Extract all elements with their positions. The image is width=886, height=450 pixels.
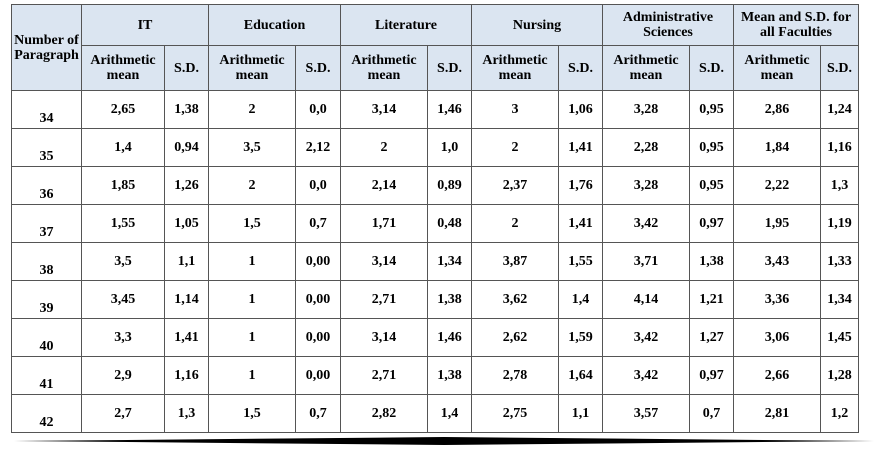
- mean-cell: 2,71: [341, 357, 428, 395]
- mean-cell: 2,14: [341, 167, 428, 205]
- table-body: [12, 91, 859, 433]
- sd-cell: 1,05: [165, 205, 209, 243]
- sd-cell: 0,7: [690, 395, 734, 433]
- paragraph-number-cell: 36: [12, 167, 82, 205]
- table-row: [12, 395, 859, 433]
- mean-cell: 2: [209, 91, 296, 129]
- sd-cell: 1,0: [428, 129, 472, 167]
- sd-cell: 0,95: [690, 91, 734, 129]
- mean-cell: 3,14: [341, 243, 428, 281]
- paragraph-number-cell: 37: [12, 205, 82, 243]
- sd-cell: 0,7: [296, 395, 341, 433]
- sd-cell: 0,00: [296, 281, 341, 319]
- mean-cell: 1,85: [82, 167, 165, 205]
- sd-cell: 1,41: [559, 205, 603, 243]
- mean-cell: 1,95: [734, 205, 821, 243]
- sd-cell: 1,34: [428, 243, 472, 281]
- mean-cell: 2,66: [734, 357, 821, 395]
- paragraph-number-cell: 42: [12, 395, 82, 433]
- sd-cell: 0,7: [296, 205, 341, 243]
- sd-cell: 1,38: [428, 357, 472, 395]
- mean-cell: 2,78: [472, 357, 559, 395]
- mean-cell: 3,87: [472, 243, 559, 281]
- sd-cell: 1,4: [428, 395, 472, 433]
- mean-cell: 2,82: [341, 395, 428, 433]
- mean-cell: 2: [472, 205, 559, 243]
- mean-cell: 2: [472, 129, 559, 167]
- mean-cell: 1: [209, 319, 296, 357]
- mean-cell: 3,5: [82, 243, 165, 281]
- mean-cell: 1,55: [82, 205, 165, 243]
- mean-cell: 3: [472, 91, 559, 129]
- mean-cell: 2,75: [472, 395, 559, 433]
- mean-cell: 1,84: [734, 129, 821, 167]
- mean-cell: 3,06: [734, 319, 821, 357]
- mean-cell: 1,4: [82, 129, 165, 167]
- mean-cell: 3,42: [603, 205, 690, 243]
- sd-cell: 1,3: [165, 395, 209, 433]
- mean-cell: 3,28: [603, 167, 690, 205]
- sd-cell: 0,97: [690, 205, 734, 243]
- mean-cell: 1: [209, 357, 296, 395]
- mean-cell: 3,62: [472, 281, 559, 319]
- sd-cell: 1,27: [690, 319, 734, 357]
- sd-cell: 1,41: [165, 319, 209, 357]
- sd-cell: 1,38: [690, 243, 734, 281]
- table-row: [12, 243, 859, 281]
- sd-cell: 0,89: [428, 167, 472, 205]
- sd-cell: 1,45: [821, 319, 859, 357]
- group-header-it: IT: [82, 5, 209, 46]
- sd-cell: 1,3: [821, 167, 859, 205]
- subheader-arithmetic-mean: Arithmetic mean: [82, 46, 165, 91]
- mean-cell: 2: [341, 129, 428, 167]
- mean-cell: 3,14: [341, 319, 428, 357]
- subheader-sd: S.D.: [296, 46, 341, 91]
- table-row: [12, 129, 859, 167]
- group-header-all-faculties: Mean and S.D. for all Faculties: [734, 5, 859, 46]
- mean-cell: 3,14: [341, 91, 428, 129]
- mean-cell: 2,28: [603, 129, 690, 167]
- sd-cell: 1,64: [559, 357, 603, 395]
- mean-cell: 2,7: [82, 395, 165, 433]
- group-header-literature: Literature: [341, 5, 472, 46]
- mean-cell: 1,71: [341, 205, 428, 243]
- sd-cell: 1,38: [165, 91, 209, 129]
- mean-cell: 2,22: [734, 167, 821, 205]
- sd-cell: 0,97: [690, 357, 734, 395]
- table-row: [12, 319, 859, 357]
- sd-cell: 1,24: [821, 91, 859, 129]
- subheader-arithmetic-mean: Arithmetic mean: [472, 46, 559, 91]
- bottom-rule: [14, 436, 874, 446]
- sd-cell: 2,12: [296, 129, 341, 167]
- sd-cell: 0,95: [690, 129, 734, 167]
- mean-cell: 3,45: [82, 281, 165, 319]
- mean-cell: 2,62: [472, 319, 559, 357]
- subheader-sd: S.D.: [559, 46, 603, 91]
- subheader-sd: S.D.: [165, 46, 209, 91]
- mean-cell: 3,5: [209, 129, 296, 167]
- mean-cell: 3,71: [603, 243, 690, 281]
- subheader-arithmetic-mean: Arithmetic mean: [209, 46, 296, 91]
- mean-cell: 3,42: [603, 357, 690, 395]
- mean-cell: 4,14: [603, 281, 690, 319]
- mean-cell: 3,57: [603, 395, 690, 433]
- subheader-arithmetic-mean: Arithmetic mean: [603, 46, 690, 91]
- sd-cell: 0,00: [296, 243, 341, 281]
- sd-cell: 1,1: [559, 395, 603, 433]
- sd-cell: 1,55: [559, 243, 603, 281]
- mean-cell: 2,71: [341, 281, 428, 319]
- sd-cell: 1,46: [428, 319, 472, 357]
- subheader-sd: S.D.: [821, 46, 859, 91]
- table-row: [12, 281, 859, 319]
- mean-cell: 2: [209, 167, 296, 205]
- subheader-arithmetic-mean: Arithmetic mean: [341, 46, 428, 91]
- group-header-administrative-sciences: Administrative Sciences: [603, 5, 734, 46]
- subheader-sd: S.D.: [428, 46, 472, 91]
- mean-cell: 1: [209, 281, 296, 319]
- sd-cell: 1,41: [559, 129, 603, 167]
- mean-cell: 2,37: [472, 167, 559, 205]
- table-row: [12, 167, 859, 205]
- paragraph-number-header: Number of Paragraph: [12, 5, 82, 91]
- mean-cell: 3,3: [82, 319, 165, 357]
- group-header-education: Education: [209, 5, 341, 46]
- mean-cell: 3,43: [734, 243, 821, 281]
- sd-cell: 0,00: [296, 319, 341, 357]
- sd-cell: 0,0: [296, 167, 341, 205]
- sd-cell: 1,1: [165, 243, 209, 281]
- paragraph-number-cell: 35: [12, 129, 82, 167]
- table-row: [12, 357, 859, 395]
- results-table-wrapper: [11, 4, 859, 433]
- subheader-arithmetic-mean: Arithmetic mean: [734, 46, 821, 91]
- mean-cell: 2,86: [734, 91, 821, 129]
- mean-cell: 2,9: [82, 357, 165, 395]
- sd-cell: 1,16: [821, 129, 859, 167]
- subheader-sd: S.D.: [690, 46, 734, 91]
- mean-cell: 3,36: [734, 281, 821, 319]
- paragraph-number-cell: 38: [12, 243, 82, 281]
- sd-cell: 1,76: [559, 167, 603, 205]
- table-row: [12, 91, 859, 129]
- mean-cell: 2,81: [734, 395, 821, 433]
- sd-cell: 0,95: [690, 167, 734, 205]
- sd-cell: 1,33: [821, 243, 859, 281]
- paragraph-number-cell: 40: [12, 319, 82, 357]
- mean-cell: 1: [209, 243, 296, 281]
- paragraph-number-cell: 34: [12, 91, 82, 129]
- mean-cell: 1,5: [209, 395, 296, 433]
- sd-cell: 0,00: [296, 357, 341, 395]
- sd-cell: 0,94: [165, 129, 209, 167]
- header-row-faculties: [12, 5, 859, 46]
- group-header-nursing: Nursing: [472, 5, 603, 46]
- mean-cell: 3,42: [603, 319, 690, 357]
- header-row-measures: [12, 46, 859, 91]
- mean-cell: 2,65: [82, 91, 165, 129]
- results-table: [11, 4, 859, 433]
- sd-cell: 1,34: [821, 281, 859, 319]
- sd-cell: 1,14: [165, 281, 209, 319]
- mean-cell: 3,28: [603, 91, 690, 129]
- sd-cell: 0,0: [296, 91, 341, 129]
- sd-cell: 1,46: [428, 91, 472, 129]
- sd-cell: 1,16: [165, 357, 209, 395]
- paragraph-number-cell: 41: [12, 357, 82, 395]
- sd-cell: 1,2: [821, 395, 859, 433]
- sd-cell: 1,21: [690, 281, 734, 319]
- sd-cell: 1,59: [559, 319, 603, 357]
- sd-cell: 0,48: [428, 205, 472, 243]
- sd-cell: 1,28: [821, 357, 859, 395]
- paragraph-number-cell: 39: [12, 281, 82, 319]
- sd-cell: 1,06: [559, 91, 603, 129]
- sd-cell: 1,38: [428, 281, 472, 319]
- table-row: [12, 205, 859, 243]
- sd-cell: 1,26: [165, 167, 209, 205]
- sd-cell: 1,19: [821, 205, 859, 243]
- sd-cell: 1,4: [559, 281, 603, 319]
- mean-cell: 1,5: [209, 205, 296, 243]
